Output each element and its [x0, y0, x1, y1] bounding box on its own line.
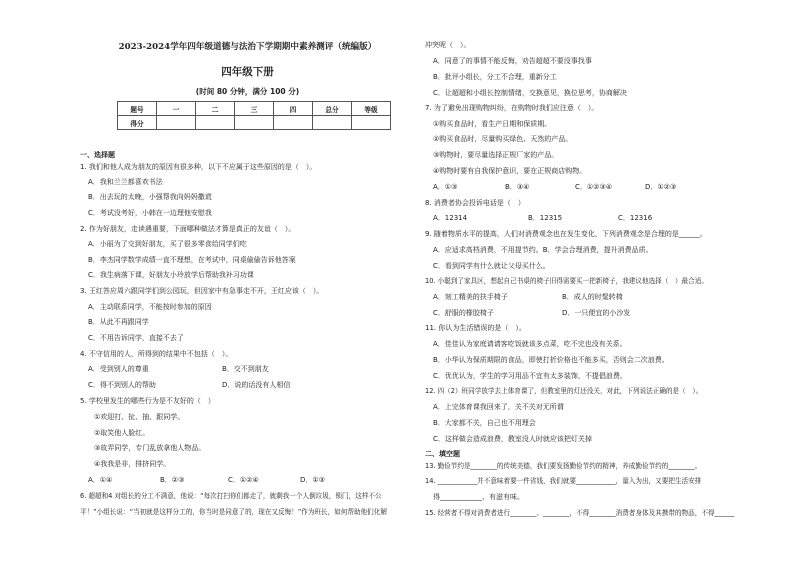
question-text: 3. 王红答应周六跟同学们到公园玩，但因家中有急事走不开，王红应该（ ）。: [80, 287, 324, 295]
option-text: ②取笑他人脸红。: [94, 429, 150, 437]
question-text: 10. 小聪到了家具区，想起自己书桌的椅子旧得需要买一把新椅子，我建议他选择（ ）最合适。: [425, 277, 708, 285]
question-text: 2. 作为好朋友，走读遇重要，下面哪种做法才算是真正的友谊（ ）。: [80, 225, 296, 233]
option-text: A．小丽为了交到好朋友，买了很多零食给同学们吃: [88, 240, 247, 248]
score-table: [117, 101, 391, 130]
option-text: C．让超超和小组长控制情绪，交换意见，换位思考，协商解决: [433, 89, 627, 97]
option-text: D．一只便宜的小沙发: [562, 309, 631, 317]
option-text: B．③④: [505, 183, 530, 191]
question-text: 5. 学校里发生的哪些行为是不友好的（ ）: [80, 397, 215, 405]
option-text: C．①②③④: [575, 183, 612, 191]
score-header-cell: 等级: [352, 102, 391, 116]
option-text: C．得不到别人的帮助: [88, 381, 156, 389]
question-text: 12. 四（2）班同学放学去上体育课了，但教室里的灯还没关，对此，下列说法正确的是（ ）。: [425, 387, 703, 395]
option-text: A．①③: [433, 183, 458, 191]
score-cell: [157, 116, 196, 130]
question-text: 9. 随着物质水平的提高，人们对消费观念也在发生变化，下列消费观念是合理的是______。: [425, 230, 707, 238]
option-text: C．考试没考好，小韩在一边理他安慰我: [88, 209, 212, 217]
option-text: ①购买食品时，看生产日期和保质期。: [433, 120, 552, 128]
option-text: ①欢迎打、扯、抽、跟同学。: [94, 413, 185, 421]
option-text: B．大家都不关，自己也不用理会: [433, 419, 536, 427]
option-text: A．受到别人的尊重: [88, 365, 149, 373]
option-text: D．①②③: [645, 183, 677, 191]
question-text: 11. 你认为生活错误的是（ ）。: [425, 324, 526, 332]
option-text: B．12315: [528, 214, 563, 222]
question-text: 8. 消费者协会投诉电话是（ ）: [425, 199, 525, 207]
question-text: 6. 超超和4 对组长的分工不满意，他说：“每次打扫你们都走了，就剩我一个人倒垃圾，锁门，这样不公: [80, 492, 382, 500]
option-text: B．小华认为保质期限的食品，即使打折价格也不能多买，否则会二次浪费。: [433, 356, 669, 364]
grade-subtitle: 四年级下册: [221, 66, 274, 78]
score-table-header-row: [118, 102, 391, 116]
option-text: C．我生病落下课，好朋友小玲放学后帮助我补习功课: [88, 271, 254, 279]
score-row-label: 得分: [118, 116, 157, 130]
option-text: B．成人的时髦转椅: [562, 293, 623, 301]
question-text: 1. 我们和他人成为朋友的原因有很多种，以下不应属于这些原因的是（ ）。: [80, 163, 317, 171]
question-text: 得____________、有滋有味。: [433, 493, 524, 501]
option-text: ②购买食品时，尽量购买绿色、天然的产品。: [433, 135, 573, 143]
option-text: ③故弄同学，专门乱放拿他人物品。: [94, 444, 206, 452]
option-text: ④我我是非，排挤同学。: [94, 460, 171, 468]
option-text: C．看到同学有什么就让父母买什么。: [433, 262, 550, 270]
option-text: A．同意了的事情不能反悔，劝告超超不要没事找事: [433, 57, 592, 65]
question-text: 7. 为了避免出现购物纠纷，在购物时我们应注意（ ）。: [425, 104, 599, 112]
option-text: C．舒服的橡胶椅子: [433, 309, 494, 317]
option-text: A．主动联系同学，不能按时参加的原因: [88, 303, 212, 311]
option-text: A．上完体育课我回来了，关不关对无所谓: [433, 403, 564, 411]
option-text: B．②③: [160, 476, 185, 484]
score-cell: [352, 116, 391, 130]
section-heading: 一、选择题: [80, 151, 115, 159]
question-text: 冲突呢（ ）。: [425, 41, 471, 49]
exam-title: 2023-2024学年四年级道德与法治下学期期中素养测评（统编版）: [118, 42, 377, 52]
question-text: 14. ____________并不意味着要一件省钱，我们就要____________，量入为出，又要把生活安排: [425, 477, 702, 485]
score-header-cell: 三: [235, 102, 274, 116]
question-text: 4. 不守信用的人，所得到的结果中不包括（ ）。: [80, 350, 233, 358]
question-text: 平！”小组长说：“当初就是这样分工的，你当时是同意了的，现在又反悔！”作为班长，如何帮助他们化解: [80, 508, 387, 516]
option-text: D．说的话没有人相信: [222, 381, 291, 389]
score-cell: [235, 116, 274, 130]
option-text: B．交不到朋友: [222, 365, 269, 373]
option-text: C．12316: [618, 214, 653, 222]
option-text: A．刻工精美的扶手椅子: [433, 293, 508, 301]
option-text: D．①③: [300, 476, 325, 484]
score-table-score-row: [118, 116, 391, 130]
option-text: B．出去玩的太晚，小强帮我向妈妈撒谎: [88, 193, 212, 201]
option-text: A．①④: [88, 476, 113, 484]
time-info: (时间 80 分钟，满分 100 分): [195, 87, 300, 96]
option-text: C．优优认为，学生的学习用品不宜有太多装饰，不提倡浪费。: [433, 372, 627, 380]
question-text: 15. 经营者不得对消费者进行________、________，不得________消费者身体及其携带的物品，不得______: [425, 509, 735, 517]
score-cell: [274, 116, 313, 130]
score-cell: [313, 116, 352, 130]
option-text: A．我和兰兰都喜欢书法: [88, 178, 163, 186]
section-heading: 二、填空题: [425, 450, 460, 458]
option-text: B．批评小组长，分工不合理，重新分工: [433, 73, 557, 81]
option-text: C．这样做会造成浪费，教室没人时就应该把灯关掉: [433, 435, 592, 443]
option-text: C．①②④: [228, 476, 259, 484]
option-text: ④购物时要有自我保护意识，要在正规商店购物。: [433, 167, 587, 175]
option-text: A．佳佳认为家庭请请客吃饭就该多点菜，吃不完也没有关系。: [433, 340, 627, 348]
option-text: B．李杰同学数学成绩一直不理想，在考试中，同桌偷偷告诉他答案: [88, 256, 296, 264]
score-cell: [196, 116, 235, 130]
score-header-cell: 题号: [118, 102, 157, 116]
option-text: B．从此不再跟同学: [88, 318, 149, 326]
score-header-cell: 二: [196, 102, 235, 116]
score-header-cell: 四: [274, 102, 313, 116]
option-text: C．不用告诉同学，直接不去了: [88, 334, 184, 342]
option-text: ③购物时，要尽量选择正规厂家的产品。: [433, 151, 559, 159]
score-header-cell: 一: [157, 102, 196, 116]
question-text: 13. 勤俭节约是________的传统美德，我们要发扬勤俭节约的精神，养成勤俭节约的________。: [425, 462, 702, 470]
option-text: A．应适求高档消费，不用提节约。B．学会合理消费，提升消费品质。: [433, 246, 653, 254]
score-header-cell: 总分: [313, 102, 352, 116]
option-text: A．12314: [433, 214, 468, 222]
